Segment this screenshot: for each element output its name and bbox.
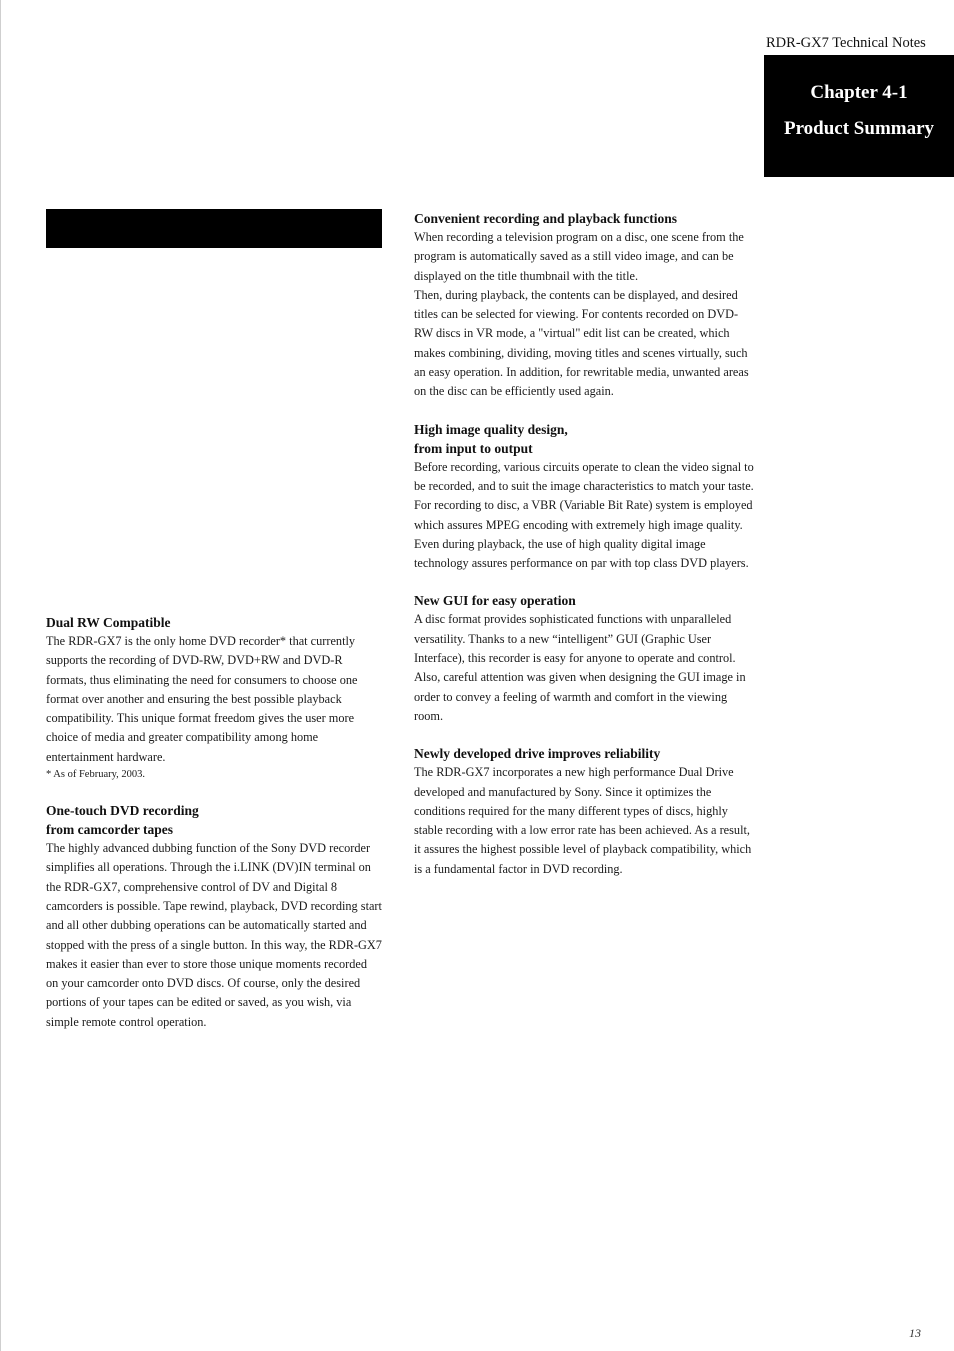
section-body: The highly advanced dubbing function of the Sony DVD recorder simplifies all operations. Through the i.LINK (DV)IN terminal on the RDR-GX7, comprehensive control of DV and Digital 8 camcorders is possible. Tape rewind, playback, DVD recording start and all other dubbing operations can be automatically started and stopped with the press of a single button. In this way, the RDR-GX7 makes it easier than ever to store those unique moments recorded on your camcorder onto DVD discs. Of course, only the desired portions of your tapes can be edited or saved, as you wish, via simple remote control operation. [46,841,382,1029]
section-high-image-quality [414,420,754,574]
heading-line: Convenient recording and playback functions [414,211,678,226]
section-heading [414,209,754,228]
section-heading [414,744,754,763]
heading-line: Dual RW Compatible [46,615,171,630]
left-column [46,613,382,1050]
section-body: The RDR-GX7 is the only home DVD recorder* that currently supports the recording of DVD-RW, DVD+RW and DVD-R formats, thus eliminating the need for consumers to choose one format over another and ensuring the best possible playback compatibility. This unique format freedom gives the user more choice of media and greater compatibility among home entertainment hardware. [46,634,358,764]
section-convenient-recording [414,209,754,402]
document-header-title: RDR-GX7 Technical Notes [766,35,926,51]
heading-line: High image quality design, [414,421,568,437]
section-body: A disc format provides sophisticated functions with unparalleled versatility. Thanks to a new “intelligent” GUI (Graphic User Interface), this recorder is easy for anyone to operate and control. Also, careful attention was given when designing the GUI image in order to convey a feeling of warmth and comfort in the viewing room. [414,612,746,723]
footnote: * As of February, 2003. [46,769,146,781]
section-heading [46,613,382,632]
section-body: When recording a television program on a disc, one scene from the program is automatically saved as a still video image, and can be displayed on the title thumbnail with the title. [414,230,744,283]
section-body: The RDR-GX7 incorporates a new high performance Dual Drive developed and manufactured by Sony. Since it optimizes the conditions required for the many different types of discs, highly stable recording with a low error rate has been achieved. As a result, it assures the highest possible level of playback compatibility, which is a fundamental factor in DVD recording. [414,765,752,876]
section-heading [414,420,754,458]
right-column [414,209,754,897]
section-heading [414,591,754,610]
section-dual-rw [46,613,382,783]
section-banner-bar [46,209,382,248]
section-body: Then, during playback, the contents can be displayed, and desired titles can be selected for viewing. For contents recorded on DVD-RW discs in VR mode, a "virtual" edit list can be created, which makes combining, dividing, moving titles and scenes virtually, such an easy operation. In addition, for rewritable media, unwanted areas on the disc can be efficiently used again. [414,287,749,399]
chapter-heading-box [764,55,954,177]
section-heading [46,801,382,839]
chapter-number: Chapter 4-1 [810,82,908,103]
heading-line: from camcorder tapes [46,822,173,838]
section-new-drive [414,744,754,879]
section-one-touch-dvd [46,801,382,1032]
heading-line: New GUI for easy operation [414,593,576,609]
heading-line: One-touch DVD recording [46,803,199,819]
page-number: 13 [909,1326,921,1340]
heading-line: Newly developed drive improves reliability [414,746,661,762]
section-body: Before recording, various circuits operate to clean the video signal to be recorded, and to suit the image characteristics to match your taste. For recording to disc, a VBR (Variable Bit Rate) system is employed which assures MPEG encoding with extremely high image quality. Even during playback, the use of high quality digital image technology assures performance on par with top class DVD players. [414,459,754,571]
page-edge-rule [0,0,1,1351]
chapter-title: Product Summary [783,118,935,139]
heading-line: from input to output [414,440,533,456]
section-new-gui [414,591,754,726]
